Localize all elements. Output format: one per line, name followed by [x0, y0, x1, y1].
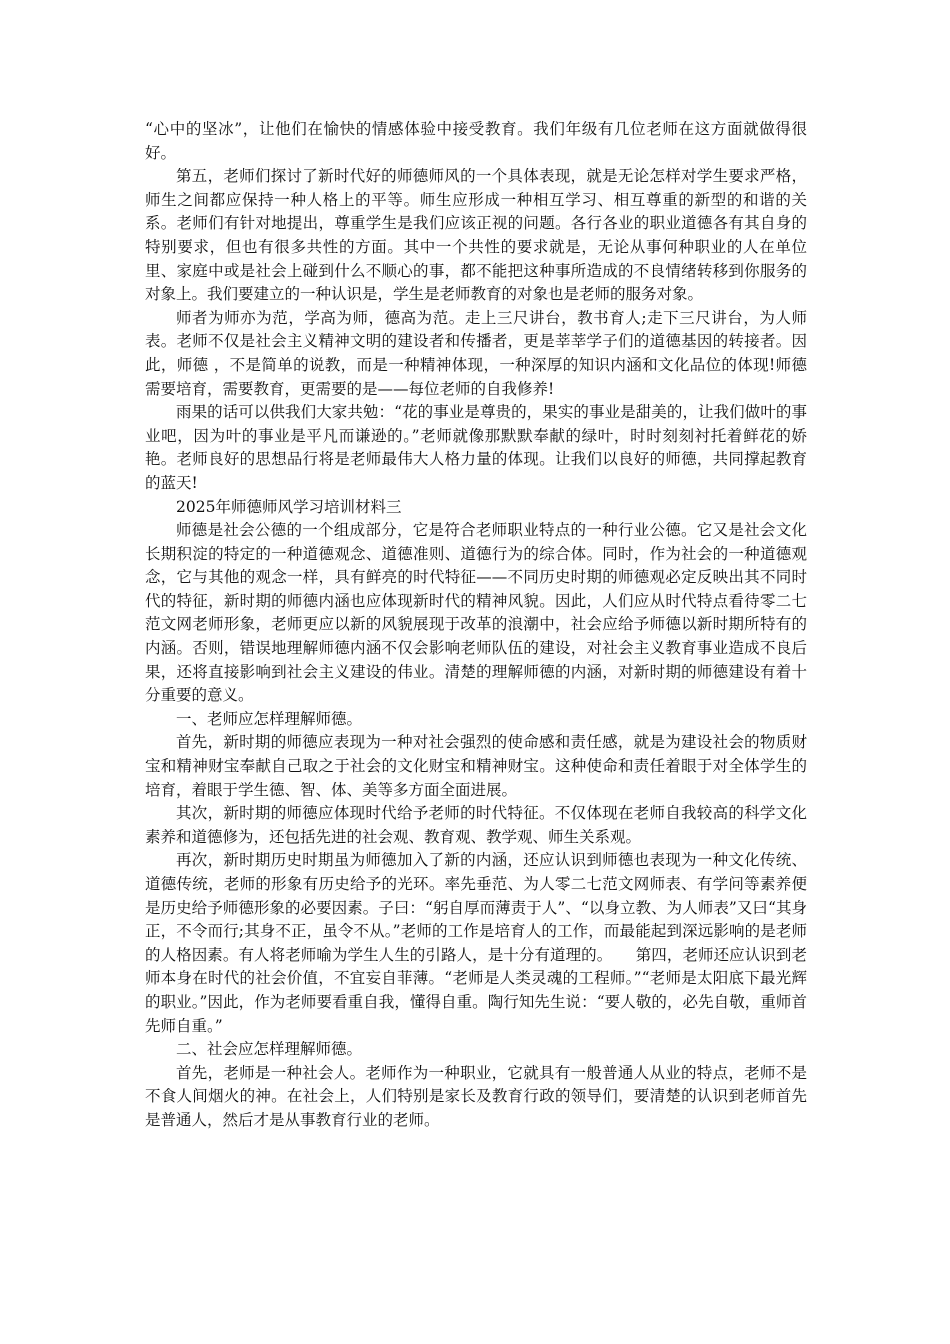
paragraph-7: 其次，新时期的师德应体现时代给予老师的时代特征。不仅体现在老师自我较高的科学文化素养和道德修为，还包括先进的社会观、教育观、教学观、师生关系观。: [145, 804, 807, 846]
subheading-2: 二、社会应怎样理解师德。: [176, 1040, 363, 1059]
paragraph-2: 第五，老师们探讨了新时代好的师德师风的一个具体表现，就是无论怎样对学生要求严格，师生之间都应保持一种人格上的平等。师生应形成一种相互学习、相互尊重的新型的和谐的关系。老师们有针对地提出，尊重学生是我们应该正视的问题。各行各业的职业道德各有其自身的特别要求，但也有很多共性的方面。其中一个共性的要求就是，无论从事何种职业的人在单位里、家庭中或是社会上碰到什么不顺心的事，都不能把这种事所造成的不良情绪转移到你服务的对象上。我们要建立的一种认识是，学生是老师教育的对象也是老师的服务对象。: [145, 167, 807, 304]
document-page: [145, 118, 807, 1133]
paragraph-8: 再次，新时期历史时期虽为师德加入了新的内涵，还应认识到师德也表现为一种文化传统、道德传统，老师的形象有历史给予的光环。率先垂范、为人零二七范文网师表、有学问等素养便是历史给予师德形象的必要因素。子曰：“躬自厚而薄责于人”、“以身立教、为人师表”又曰“其身正，不令而行;其身不正，虽令不从。”老师的工作是培育人的工作，而最能起到深远影响的是老师的人格因素。有人将老师喻为学生人生的引路人，是十分有道理的。 第四，老师还应认识到老师本身在时代的社会价值，不宜妄自菲薄。“老师是人类灵魂的工程师。”“老师是太阳底下最光辉的职业。”因此，作为老师要看重自我，懂得自重。陶行知先生说：“要人敬的，必先自敬，重师首先师自重。”: [145, 851, 807, 1035]
paragraph-9: 首先，老师是一种社会人。老师作为一种职业，它就具有一般普通人从业的特点，老师不是不食人间烟火的神。在社会上，人们特别是家长及教育行政的领导们，要清楚的认识到老师首先是普通人，然后才是从事教育行业的老师。: [145, 1063, 807, 1129]
subheading-1: 一、老师应怎样理解师德。: [176, 709, 363, 728]
paragraph-5: 师德是社会公德的一个组成部分，它是符合老师职业特点的一种行业公德。它又是社会文化长期积淀的特定的一种道德观念、道德准则、道德行为的综合体。同时，作为社会的一种道德观念，它与其他的观念一样，具有鲜亮的时代特征——不同历史时期的师德观必定反映出其不同时代的特征，新时期的师德内涵也应体现新时代的精神风貌。因此，人们应从时代特点看待零二七范文网老师形象，老师更应以新的风貌展现于改革的浪潮中，社会应给予师德以新时期所特有的内涵。否则，错误地理解师德内涵不仅会影响老师队伍的建设，对社会主义教育事业造成不良后果，还将直接影响到社会主义建设的伟业。清楚的理解师德的内涵，对新时期的师德建设有着十分重要的意义。: [145, 521, 807, 705]
paragraph-1: “心中的坚冰”，让他们在愉快的情感体验中接受教育。我们年级有几位老师在这方面就做得很好。: [145, 120, 807, 162]
paragraph-3: 师者为师亦为范，学高为师，德高为范。走上三尺讲台，教书育人;走下三尺讲台，为人师表。老师不仅是社会主义精神文明的建设者和传播者，更是莘莘学子们的道德基因的转接者。因此，师德 ，不是简单的说教，而是一种精神体现，一种深厚的知识内涵和文化品位的体现!师德需要培育，需要教育，更需要的是——每位老师的自我修养!: [145, 308, 807, 398]
paragraph-6: 首先，新时期的师德应表现为一种对社会强烈的使命感和责任感，就是为建设社会的物质财宝和精神财宝奉献自己取之于社会的文化财宝和精神财宝。这种使命和责任着眼于对全体学生的培育，着眼于学生德、智、体、美等多方面全面进展。: [145, 733, 807, 799]
section-title: 2025年师德师风学习培训材料三: [176, 497, 402, 516]
paragraph-4: 雨果的话可以供我们大家共勉：“花的事业是尊贵的，果实的事业是甜美的，让我们做叶的事业吧，因为叶的事业是平凡而谦逊的。”老师就像那默默奉献的绿叶，时时刻刻衬托着鲜花的娇艳。老师良好的思想品行将是老师最伟大人格力量的体现。让我们以良好的师德，共同撑起教育的蓝天!: [145, 403, 807, 492]
